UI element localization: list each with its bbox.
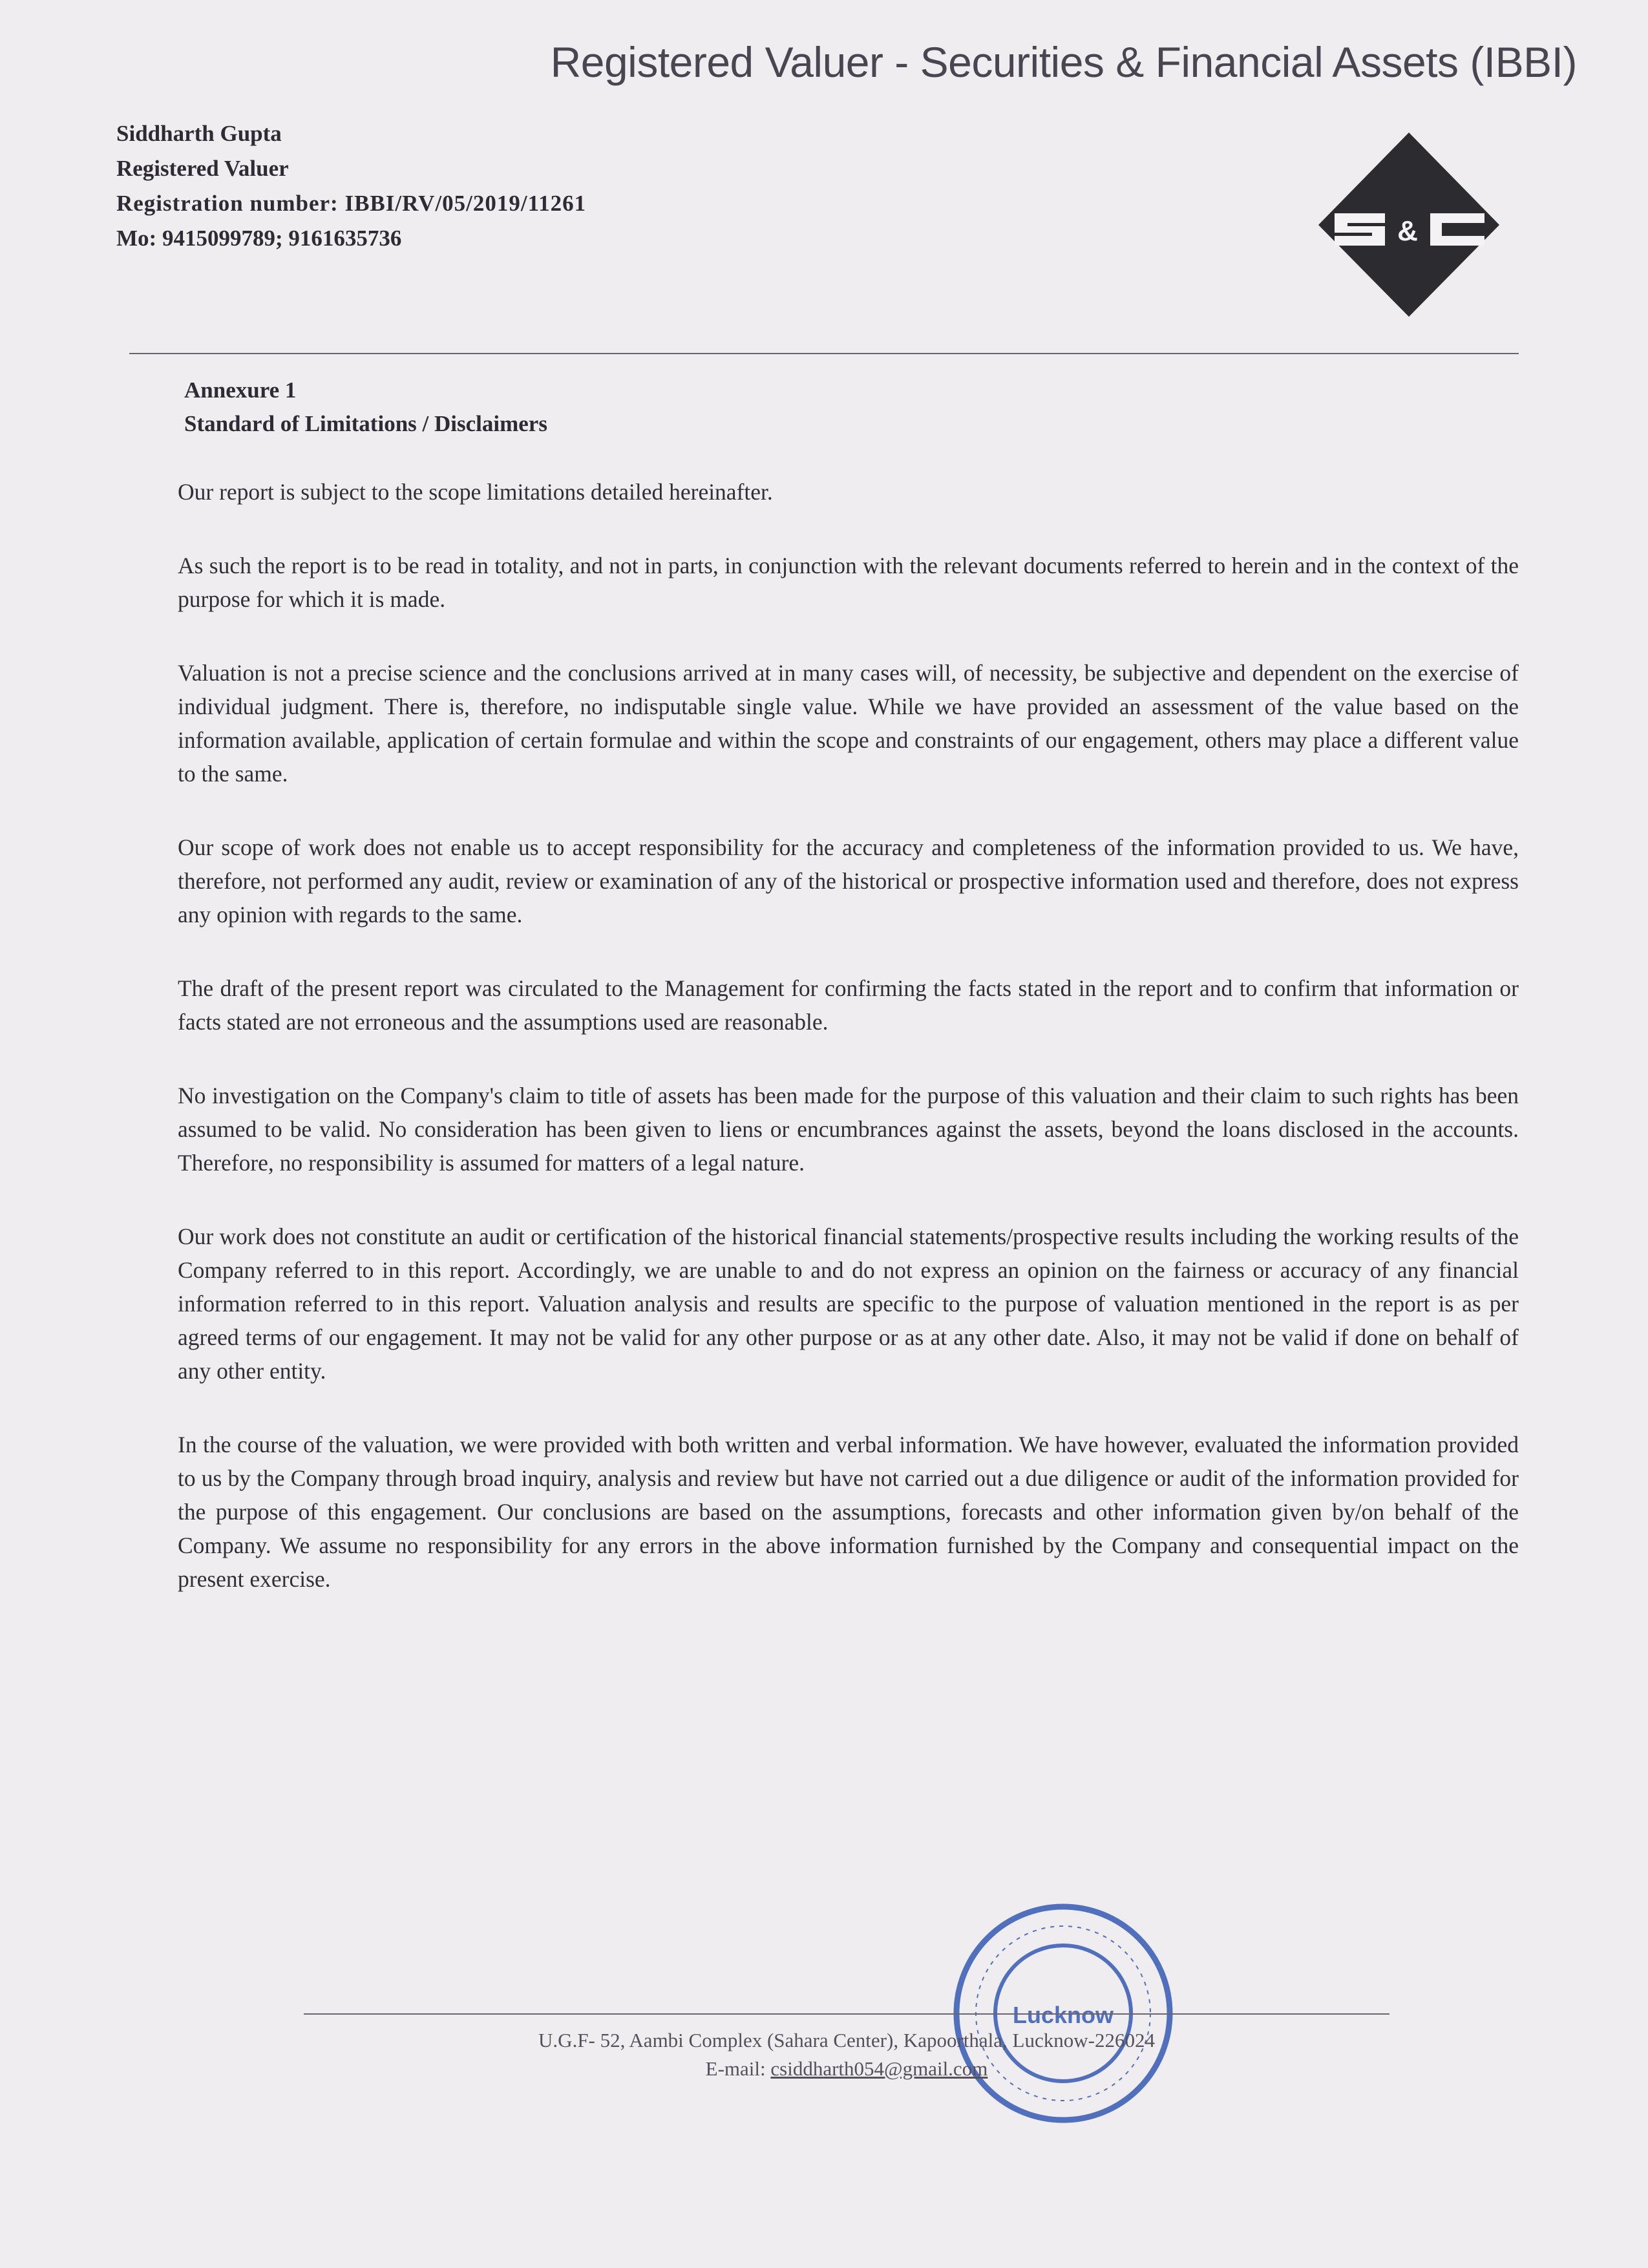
footer-email-link[interactable]: csiddharth054@gmail.com <box>770 2057 988 2080</box>
paragraph: The draft of the present report was circulated to the Management for confirming the facts stated in the report and to confirm that information or facts stated are not erroneous and the assumptions used are reasonable. <box>178 975 1519 1035</box>
header-divider <box>129 353 1519 354</box>
paragraph: Our report is subject to the scope limitations detailed hereinafter. <box>178 479 773 505</box>
footer-email-label: E-mail: <box>705 2057 771 2080</box>
disclaimer-body <box>178 475 1519 1636</box>
footer <box>304 2026 1389 2083</box>
footer-email-line <box>304 2055 1389 2083</box>
paragraph: As such the report is to be read in totality, and not in parts, in conjunction with the relevant documents referred to herein and in the context of the purpose for which it is made. <box>178 553 1519 612</box>
paragraph: Valuation is not a precise science and the conclusions arrived at in many cases will, of necessity, be subjective and dependent on the exercise of individual judgment. There is, therefore, no indisputable single value. While we have provided an assessment of the value based on the information available, application of certain formulae and within the scope and constraints of our engagement, others may place a different value to the same. <box>178 660 1519 787</box>
footer-address: U.G.F- 52, Aambi Complex (Sahara Center), Kapoorthala, Lucknow-226024 <box>538 2029 1155 2051</box>
valuer-identity <box>116 116 586 256</box>
letterhead-banner: Registered Valuer - Securities & Financial Assets (IBBI) <box>550 38 1577 86</box>
annexure-label: Annexure 1 <box>184 377 297 403</box>
footer-divider <box>304 2013 1389 2015</box>
valuer-name: Siddharth Gupta <box>116 121 282 146</box>
annexure-title: Standard of Limitations / Disclaimers <box>184 411 547 436</box>
paragraph: No investigation on the Company's claim to title of assets has been made for the purpose of this valuation and their claim to such rights has been assumed to be valid. No consideration has been given to liens or encumbrances against the assets, beyond the loans disclosed in the accounts. Therefore, no responsibility is assumed for matters of a legal nature. <box>178 1083 1519 1176</box>
sc-logo <box>1315 129 1503 320</box>
svg-text:&: & <box>1397 215 1418 247</box>
paragraph: In the course of the valuation, we were provided with both written and verbal information. We have however, evaluated the information provided to us by the Company through broad inquiry, analysis and review but have not carried out a due diligence or audit of the information provided for the purpose of this engagement. Our conclusions are based on the assumptions, forecasts and other information given by/on behalf of the Company. We assume no responsibility for any errors in the above information furnished by the Company and consequential impact on the present exercise. <box>178 1432 1519 1592</box>
paragraph: Our work does not constitute an audit or certification of the historical financial statements/prospective results including the working results of the Company referred to in this report. Accordingly, we are unable to and do not express an opinion on the fairness or accuracy of any financial information referred to in this report. Valuation analysis and results are specific to the purpose of valuation mentioned in the report is as per agreed terms of our engagement. It may not be valid for any other purpose or as at any other date. Also, it may not be valid if done on behalf of any other entity. <box>178 1224 1519 1384</box>
mobile-numbers: Mo: 9415099789; 9161635736 <box>116 226 402 251</box>
paragraph: Our scope of work does not enable us to accept responsibility for the accuracy and completeness of the information provided to us. We have, therefore, not performed any audit, review or examination of any of the historical or prospective information used and therefore, does not express any opinion with regards to the same. <box>178 834 1519 927</box>
registration-number: Registration number: IBBI/RV/05/2019/11261 <box>116 191 587 216</box>
annexure-heading <box>184 374 547 441</box>
valuer-designation: Registered Valuer <box>116 156 289 181</box>
stamp-city: Lucknow <box>1012 2002 1114 2028</box>
